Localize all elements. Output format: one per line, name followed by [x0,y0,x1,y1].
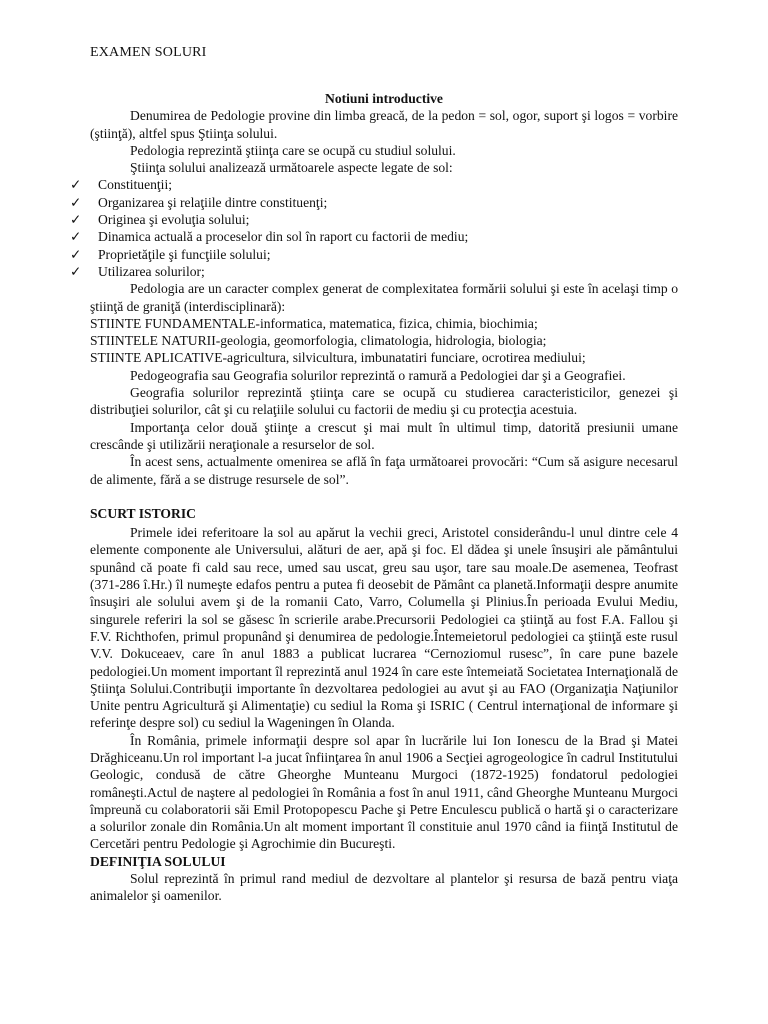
line-natural-sciences: STIINTELE NATURII-geologia, geomorfologia, climatologia, hidrologia, biologia; [90,333,547,349]
checklist-item: ✓ Proprietăţile şi funcţiile solului; [70,246,271,262]
line-applied-sciences: STIINTE APLICATIVE-agricultura, silvicultura, imbunatatiri funciare, ocrotirea mediului; [90,350,586,366]
checklist-item: ✓ Organizarea şi relaţiile dintre constituenţi; [70,194,328,210]
intro-paragraph-2: Pedologia reprezintă ştiinţa care se ocupă cu studiul solului. [130,142,456,158]
document-title: EXAMEN SOLURI [90,45,207,60]
checkmark-icon: ✓ [70,229,82,245]
checklist-item: ✓ Originea şi evoluţia solului; [70,212,250,228]
checkmark-icon: ✓ [70,212,82,228]
checklist-item: ✓ Constituenţii; [70,177,173,193]
intro-paragraph-7: Importanţa celor două ştiinţe a crescut şi mai mult în ultimul timp, datorită presiunii umane crescânde şi utilizării neraţionale a resurselor de sol. [90,419,678,452]
intro-paragraph-5: Pedogeografia sau Geografia solurilor reprezintă o ramură a Pedologiei dar şi a Geografiei. [130,367,626,383]
history-heading: SCURT ISTORIC [90,505,196,521]
checkmark-icon: ✓ [70,194,82,210]
checklist-item: ✓ Utilizarea solurilor; [70,263,205,279]
checkmark-icon: ✓ [70,177,82,193]
intro-paragraph-6: Geografia solurilor reprezintă ştiinţa care se ocupă cu studierea caracteristicilor, genezei şi distribuţiei solurilor, cât şi cu relaţiile solului cu factorii de mediu şi cu protecţia acestuia. [90,385,678,418]
history-paragraph-2: În România, primele informaţii despre sol apar în lucrările lui Ion Ionescu de la Brad şi Matei Drăghiceanu.Un rol important l-a jucat înfiinţarea în anul 1906 a Secţiei agrogeologice în cadrul Institutului Geologic, condusă de către Gheorghe Munteanu Murgoci (1872-1925) fondatorul pedologiei româneşti.Actul de naştere al pedologiei în România a fost în anul 1911, când Gheorghe Munteanu Murgoci împreună cu colaboratorii săi Emil Protopopescu Pache şi Petre Enculescu publică o hartă şi o caracterizare a solurilor zonale din România.Un alt moment important îl constituie anul 1970 când ia fiinţă Institutul de Cercetări pentru Pedologie şi Agrochimie din Bucureşti. [90,732,678,852]
document-body [70,90,678,905]
checkmark-icon: ✓ [70,246,82,262]
intro-paragraph-4: Pedologia are un caracter complex generat de complexitatea formării solului şi este în acelaşi timp o ştiinţă de graniţă (interdisciplinară): [90,281,678,314]
definition-paragraph-1: Solul reprezintă în primul rand mediul de dezvoltare al plantelor şi resursa de bază pentru viaţa animalelor şi oamenilor. [90,871,678,904]
definition-heading: DEFINIŢIA SOLULUI [90,853,226,869]
intro-paragraph-3: Ştiinţa solului analizează următoarele aspecte legate de sol: [130,160,453,176]
checkmark-icon: ✓ [70,263,82,279]
intro-paragraph-1: Denumirea de Pedologie provine din limba greacă, de la pedon = sol, ogor, suport şi logos = vorbire (ştiinţă), altfel spus Ştiinţa solului. [90,108,678,141]
checklist-item: ✓ Dinamica actuală a proceselor din sol în raport cu factorii de mediu; [70,229,469,245]
aspects-checklist [70,176,678,280]
intro-paragraph-8: În acest sens, actualmente omenirea se află în faţa următoarei provocări: “Cum să asigure necesarul de alimente, fără a se distruge resursele de sol”. [90,454,678,487]
line-fundamental-sciences: STIINTE FUNDAMENTALE-informatica, matematica, fizica, chimia, biochimia; [90,315,538,331]
history-paragraph-1: Primele idei referitoare la sol au apărut la vechii greci, Aristotel considerându-l unul dintre cele 4 elemente componente ale Universului, alături de aer, apă şi foc. El dădea şi unele însuşiri ale pământului spunând că poate fi cald sau rece, umed sau uscat, greu sau uşor, tare sau moale.De asemenea, Teofrast (371-286 î.Hr.) îl numeşte edafos pentru a putea fi deosebit de Pământ ca planetă.Informaţii despre anumite însuşiri ale solului avem şi de la romanii Cato, Varro, Columella şi Plinius.În perioada Evului Mediu, singurele referiri la sol se găsesc în scrierile arabe.Precursorii Pedologiei ca ştiinţă au fost F.A. Fallou şi F.V. Richthofen, primul propunând şi denumirea de pedologie.Întemeietorul pedologiei ca ştiinţă este rusul V.V. Dokuceaev, care în anul 1883 a publicat lucrarea “Cernoziomul rusesc”, în care pune bazele pedologiei.Un moment important îl reprezintă anul 1924 în care este întemeiată Societatea Internaţională de Ştiinţa Solului.Contribuţii importante în dezvoltarea pedologiei au avut şi au FAO (Organizaţia Naţiunilor Unite pentru Agricultură şi Alimentaţie) cu sediul la Roma şi ISRIC ( Centrul internaţional de informare şi referinţe despre sol) cu sediul la Wageningen în Olanda. [90,525,678,731]
intro-heading: Notiuni introductive [325,91,443,106]
